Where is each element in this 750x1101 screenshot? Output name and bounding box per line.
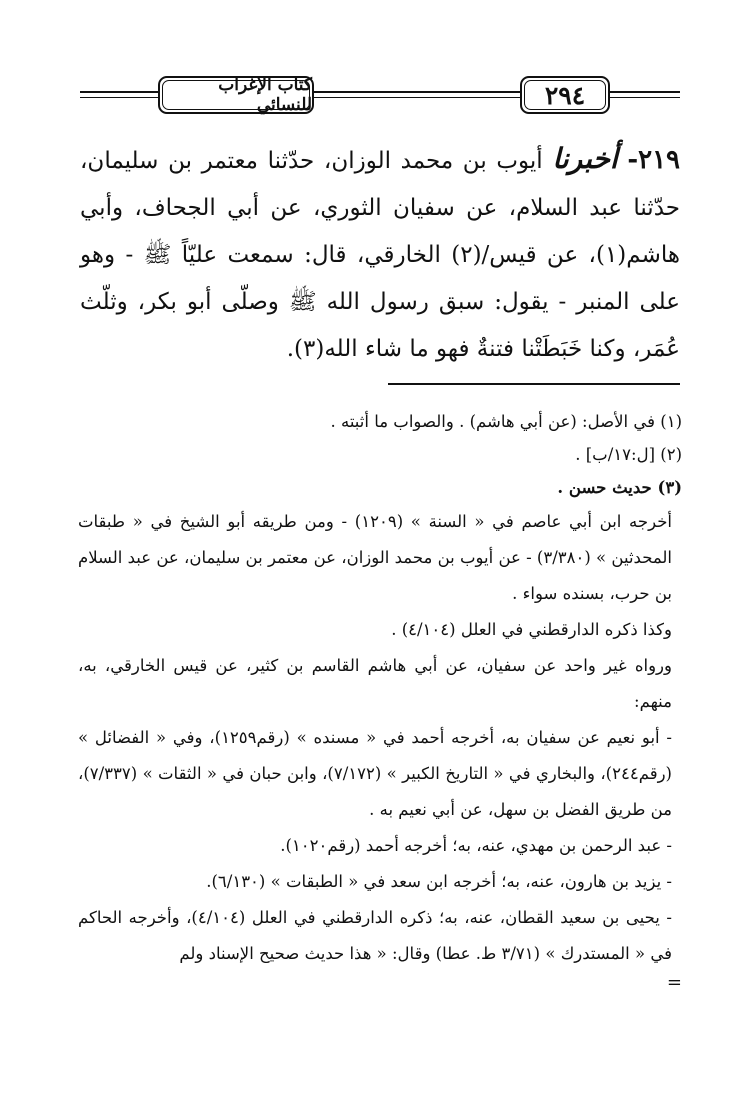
page-number-box	[520, 76, 610, 114]
footnote-paragraph: - يزيد بن هارون، عنه، به؛ أخرجه ابن سعد في « الطبقات » (٦/١٣٠).	[206, 872, 672, 891]
akhbarana-word: أخبرنا	[552, 142, 618, 175]
footnote-paragraph: - أبو نعيم عن سفيان به، أخرجه أحمد في « مسنده » (رقم١٢٥٩)، وفي « الفضائل » (رقم٢٤٤)، والبخاري في « التاريخ الكبير » (٧/١٧٢)، وابن حبان في « الثقات » (٧/٣٣٧)، من طريق الفضل بن سهل، عن أبي نعيم به .	[78, 728, 672, 819]
footnotes-block	[78, 405, 682, 994]
hadith-text-block	[80, 135, 680, 373]
book-title: كتاب الإغراب للنسائي	[218, 75, 312, 115]
footnote-paragraph: - يحيى بن سعيد القطان، عنه، به؛ ذكره الدارقطني في العلل (٤/١٠٤)، وأخرجه الحاكم في « المستدرك » (٣/٧١ ط. عطا) وقال: « هذا حديث صحيح الإسناد ولم	[78, 908, 672, 963]
continuation-mark: =	[666, 972, 682, 993]
footnote-2: (٢) [ل:١٧/ب] .	[575, 445, 682, 464]
page-number: ٢٩٤	[544, 80, 586, 110]
page-header	[80, 70, 680, 118]
footnote-paragraph: ورواه غير واحد عن سفيان، عن أبي هاشم القاسم بن كثير، عن قيس الخارقي، به، منهم:	[78, 656, 672, 711]
hadith-number: ٢١٩-	[627, 145, 681, 175]
hadith-body: أيوب بن محمد الوزان، حدّثنا معتمر بن سليمان، حدّثنا عبد السلام، عن سفيان الثوري، عن أبي الجحاف، وأبي هاشم(١)، عن قيس/(٢) الخارقي، قال: سمعت عليّاً ﷺ - وهو على المنبر - يقول: سبق رسول الله ﷺ وصلّى أبو بكر، وثلّث عُمَر، وكنا خَبَطَتْنا فتنةٌ فهو ما شاء الله(٣).	[80, 148, 680, 362]
footnote-3-heading: (٣) حديث حسن .	[557, 478, 682, 497]
footnote-paragraph: - عبد الرحمن بن مهدي، عنه، به؛ أخرجه أحمد (رقم١٠٢٠).	[280, 836, 672, 855]
footnote-1: (١) في الأصل: (عن أبي هاشم) . والصواب ما أثبته .	[330, 412, 682, 431]
footnote-paragraph: أخرجه ابن أبي عاصم في « السنة » (١٢٠٩) - ومن طريقه أبو الشيخ في « طبقات المحدثين » (٣/٣٨٠) - عن أيوب بن محمد الوزان، عن معتمر بن سليمان، عن عبد السلام بن حرب، بسنده سواء .	[78, 512, 672, 603]
footnote-paragraph: وكذا ذكره الدارقطني في العلل (٤/١٠٤) .	[391, 620, 672, 639]
footnote-divider	[388, 383, 680, 385]
book-title-box	[158, 76, 314, 114]
